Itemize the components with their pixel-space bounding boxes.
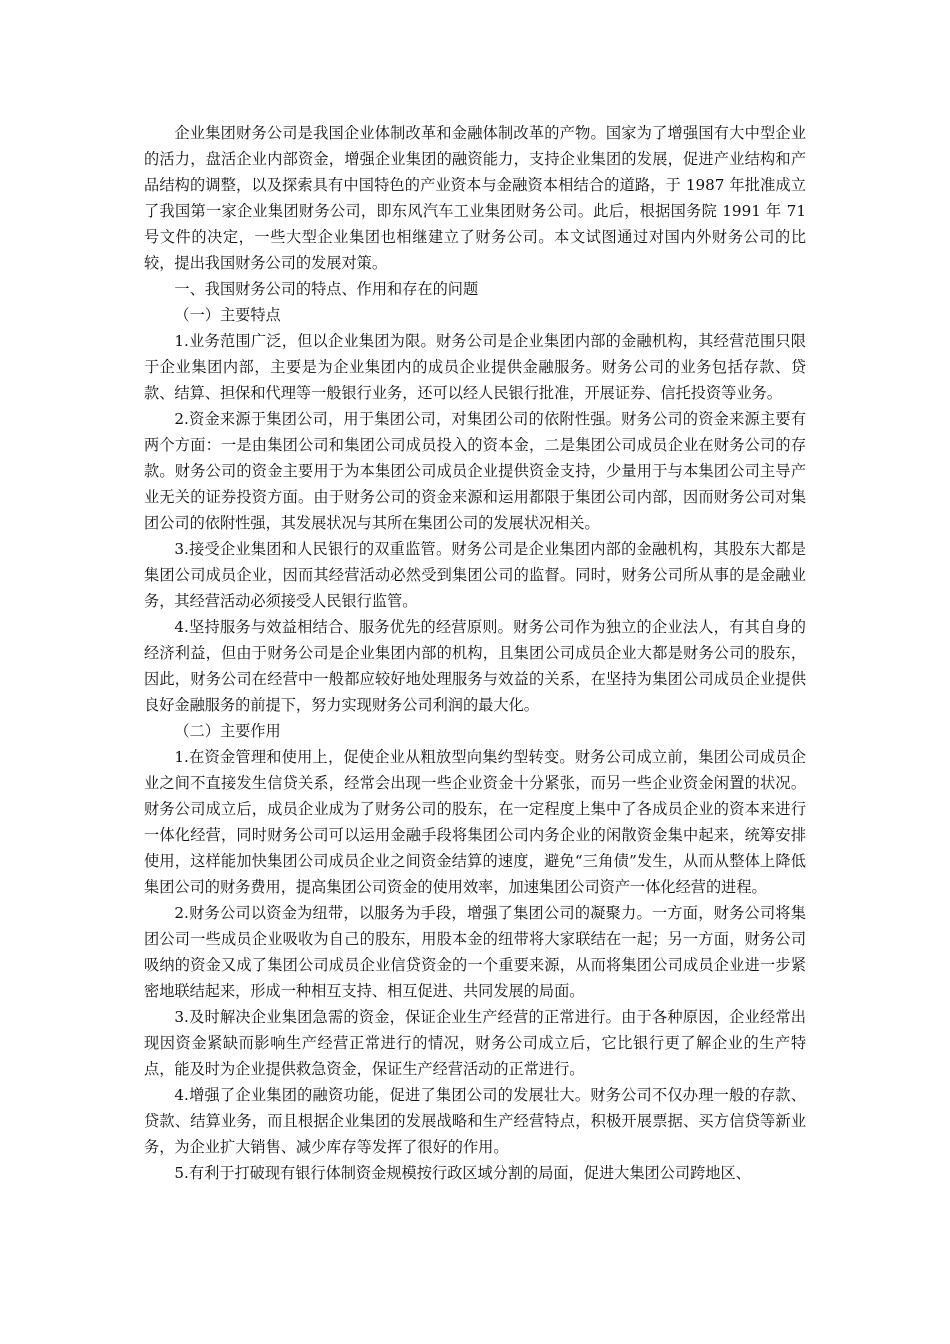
role-paragraph: 1.在资金管理和使用上，促使企业从粗放型向集约型转变。财务公司成立前，集团公司成员企业之间不直接发生信贷关系，经常会出现一些企业资金十分紧张，而另一些企业资金闲置的状况。财务公司成立后，成员企业成为了财务公司的股东，在一定程度上集中了各成员企业的资本来进行一体化经营，同时财务公司可以运用金融手段将集团公司内务企业的闲散资金集中起来，统筹安排使用，这样能加快集团公司成员企业之间资金结算的速度，避免“三角债”发生，从而从整体上降低集团公司的财务费用，提高集团公司资金的使用效率，加速集团公司资产一体化经营的进程。 xyxy=(144,748,806,896)
role-paragraph: 4.增强了企业集团的融资功能，促进了集团公司的发展壮大。财务公司不仅办理一般的存款、贷款、结算业务，而且根据企业集团的发展战略和生产经营特点，积极开展票据、买方信贷等新业务，为企业扩大销售、减少库存等发挥了很好的作用。 xyxy=(144,1086,806,1156)
role-paragraph: 2.财务公司以资金为纽带，以服务为手段，增强了集团公司的凝聚力。一方面，财务公司将集团公司一些成员企业吸收为自己的股东，用股本金的纽带将大家联结在一起；另一方面，财务公司吸纳的资金又成了集团公司成员企业信贷资金的一个重要来源，从而将集团公司成员企业进一步紧密地联结起来，形成一种相互支持、相互促进、共同发展的局面。 xyxy=(144,904,806,1000)
intro-paragraph: 企业集团财务公司是我国企业体制改革和金融体制改革的产物。国家为了增强国有大中型企业的活力，盘活企业内部资金，增强企业集团的融资能力，支持企业集团的发展，促进产业结构和产品结构的调整，以及探索具有中国特色的产业资本与金融资本相结合的道路，于 1987 年批准成立了我国第一家企业集团财务公司，即东风汽车工业集团财务公司。此后，根据国务院 1991 年 71 号文件的决定，一些大型企业集团也相继建立了财务公司。本文试图通过对国内外财务公司的比较，提出我国财务公司的发展对策。 xyxy=(144,124,806,272)
feature-paragraph: 4.坚持服务与效益相结合、服务优先的经营原则。财务公司作为独立的企业法人，有其自身的经济利益，但由于财务公司是企业集团内部的机构，且集团公司成员企业大都是财务公司的股东，因此，财务公司在经营中一般都应较好地处理服务与效益的关系，在坚持为集团公司成员企业提供良好金融服务的前提下，努力实现财务公司利润的最大化。 xyxy=(144,618,806,714)
subsection-heading-features: （一）主要特点 xyxy=(174,306,281,324)
feature-paragraph: 1.业务范围广泛，但以企业集团为限。财务公司是企业集团内部的金融机构，其经营范围只限于企业集团内部，主要是为企业集团内的成员企业提供金融服务。财务公司的业务包括存款、贷款、结算、担保和代理等一般银行业务，还可以经人民银行批准，开展证券、信托投资等业务。 xyxy=(144,332,806,402)
feature-paragraph: 2.资金来源于集团公司，用于集团公司，对集团公司的依附性强。财务公司的资金来源主要有两个方面：一是由集团公司和集团公司成员投入的资本金，二是集团公司成员企业在财务公司的存款。财务公司的资金主要用于为本集团公司成员企业提供资金支持，少量用于与本集团公司主导产业无关的证券投资方面。由于财务公司的资金来源和运用都限于集团公司内部，因而财务公司对集团公司的依附性强，其发展状况与其所在集团公司的发展状况相关。 xyxy=(144,410,806,532)
document-body xyxy=(144,120,806,1186)
feature-paragraph: 3.接受企业集团和人民银行的双重监管。财务公司是企业集团内部的金融机构，其股东大都是集团公司成员企业，因而其经营活动必然受到集团公司的监督。同时，财务公司所从事的是金融业务，其经营活动必须接受人民银行监管。 xyxy=(144,540,806,610)
section-heading: 一、我国财务公司的特点、作用和存在的问题 xyxy=(174,280,479,298)
subsection-heading-roles: （二）主要作用 xyxy=(174,722,281,740)
role-paragraph: 3.及时解决企业集团急需的资金，保证企业生产经营的正常进行。由于各种原因，企业经常出现因资金紧缺而影响生产经营正常进行的情况，财务公司成立后，它比银行更了解企业的生产特点，能及时为企业提供救急资金，保证生产经营活动的正常进行。 xyxy=(144,1008,806,1078)
role-paragraph: 5.有利于打破现有银行体制资金规模按行政区域分割的局面，促进大集团公司跨地区、 xyxy=(174,1164,751,1182)
